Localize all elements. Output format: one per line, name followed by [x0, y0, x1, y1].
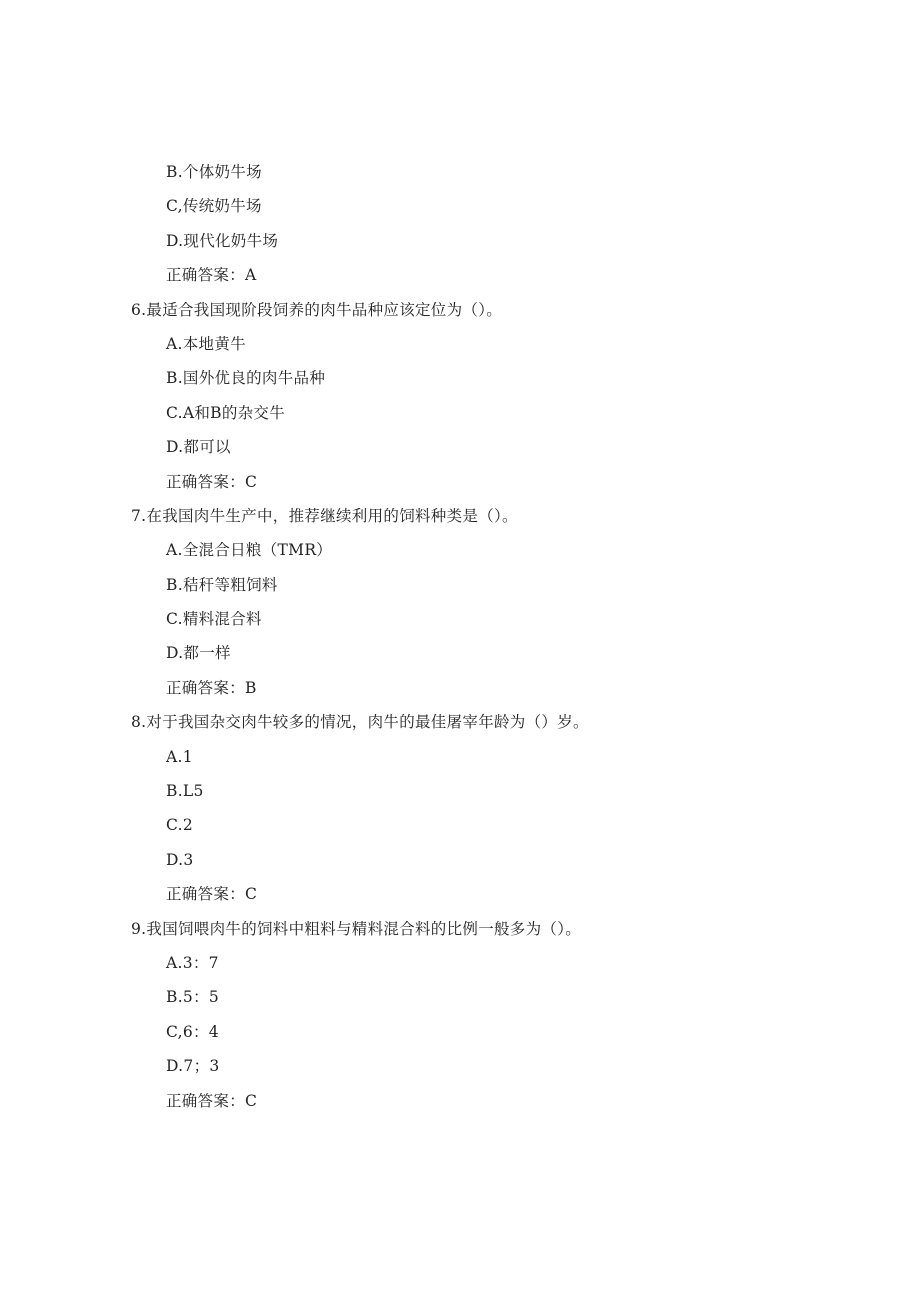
quiz-content [0, 155, 920, 1118]
answer-8: 正确答案：C [166, 885, 258, 904]
answer-9: 正确答案：C [166, 1091, 258, 1110]
option-7b: B.秸秆等粗饲料 [166, 575, 278, 594]
option-9b: B.5：5 [166, 988, 220, 1007]
option-5d: D.现代化奶牛场 [166, 231, 279, 250]
question-9: 9.我国饲喂肉牛的饲料中粗料与精料混合料的比例一般多为（）。 [131, 919, 582, 938]
option-8b: B.L5 [166, 782, 204, 801]
option-5c: C,传统奶牛场 [166, 197, 262, 216]
option-8d: D.3 [166, 850, 194, 869]
option-9a: A.3：7 [166, 953, 219, 972]
option-6a: A.本地黄牛 [166, 334, 246, 353]
option-6d: D.都可以 [166, 438, 231, 457]
option-7c: C.精料混合料 [166, 610, 262, 629]
answer-7: 正确答案：B [166, 678, 257, 697]
question-8: 8.对于我国杂交肉牛较多的情况，肉牛的最佳屠宰年龄为（）岁。 [131, 713, 589, 732]
option-8a: A.1 [166, 747, 193, 766]
option-8c: C.2 [166, 816, 193, 835]
question-6: 6.最适合我国现阶段饲养的肉牛品种应该定位为（）。 [131, 300, 503, 319]
option-6b: B.国外优良的肉牛品种 [166, 369, 326, 388]
option-9c: C,6：4 [166, 1022, 219, 1041]
option-6c: C.A和B的杂交牛 [166, 403, 286, 422]
option-7a: A.全混合日粮（TMR） [166, 541, 333, 560]
option-5b: B.个体奶牛场 [166, 163, 262, 181]
answer-6: 正确答案：C [166, 472, 258, 491]
option-7d: D.都一样 [166, 644, 231, 663]
answer-5: 正确答案：A [166, 266, 257, 285]
option-9d: D.7；3 [166, 1057, 220, 1076]
question-7: 7.在我国肉牛生产中，推荐继续利用的饲料种类是（）。 [131, 506, 518, 525]
